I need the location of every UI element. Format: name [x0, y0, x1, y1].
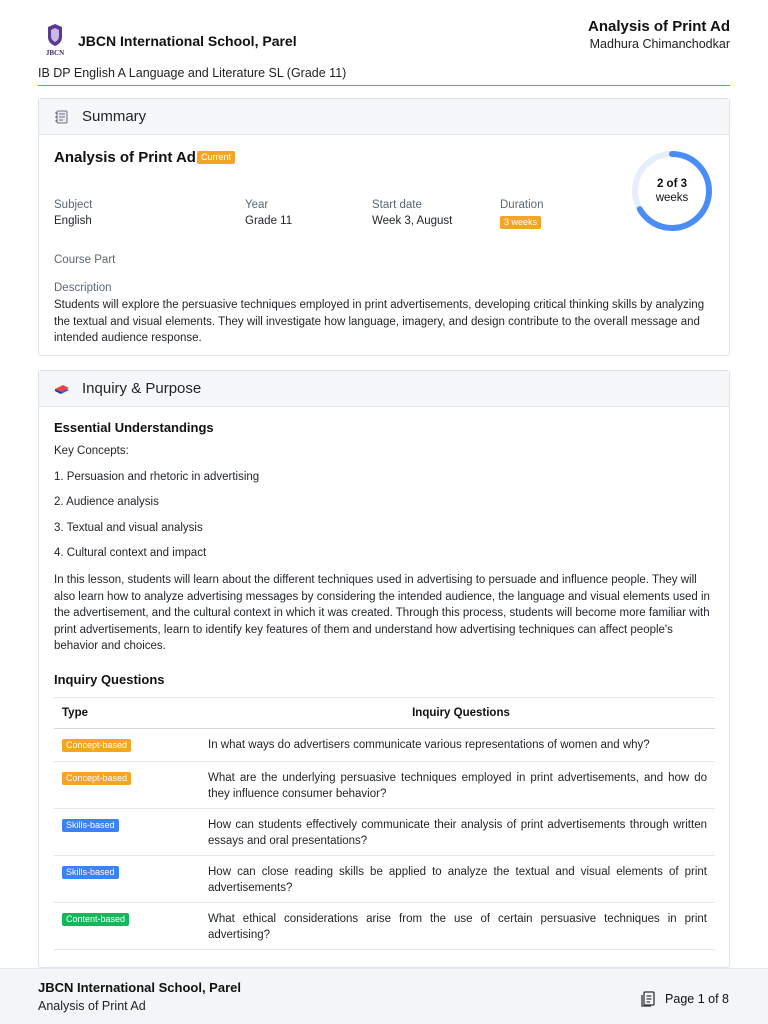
question-text: What ethical considerations arise from the use of certain persuasive techniques in print advertising? [208, 913, 707, 941]
lesson-paragraph: In this lesson, students will learn about the different techniques used in advertising to persuade and influence people. They will also learn how to analyze advertising messages by considering the intended audience, the language and visual elements used in the advertisement, and the cultural context in which it was created. Through this process, students will become more familiar with print advertisements, learn to identify key features of them and understand how advertising techniques can affect people's behavior and choices. [54, 574, 710, 652]
year-label: Year [245, 199, 269, 211]
table-row [54, 729, 715, 762]
type-badge: Skills-based [62, 819, 119, 832]
question-text: How can students effectively communicate their analysis of print advertisements through written essays and oral presentations? [208, 819, 707, 847]
document-title: Analysis of Print Ad [588, 18, 730, 35]
footer-school-name: JBCN International School, Parel [38, 980, 241, 995]
summary-card-header [39, 99, 729, 135]
type-badge: Content-based [62, 913, 129, 926]
year-value: Grade 11 [245, 215, 293, 227]
concept-item: 3. Textual and visual analysis [54, 522, 203, 534]
concept-item: 1. Persuasion and rhetoric in advertising [54, 471, 260, 483]
type-badge: Concept-based [62, 739, 131, 752]
school-logo [40, 24, 70, 56]
inquiry-card [38, 370, 730, 968]
progress-unit: weeks [655, 192, 689, 204]
description-label: Description [54, 282, 112, 294]
author-name: Madhura Chimanchodkar [589, 37, 730, 51]
concept-item: 2. Audience analysis [54, 496, 159, 508]
start-date-label: Start date [372, 199, 422, 211]
subject-label: Subject [54, 199, 93, 211]
school-name: JBCN International School, Parel [78, 33, 297, 49]
question-text: What are the underlying persuasive techniques employed in print advertisements, and how do they influence consumer behavior? [208, 772, 707, 800]
table-header-row [54, 697, 715, 729]
table-row [54, 856, 715, 903]
summary-card [38, 98, 730, 356]
books-icon [54, 381, 70, 397]
table-row [54, 809, 715, 856]
key-concepts-label: Key Concepts: [54, 445, 129, 457]
inquiry-questions-heading: Inquiry Questions [54, 672, 165, 687]
question-text: How can close reading skills be applied to analyze the textual and visual elements of print advertisements? [208, 866, 707, 894]
inquiry-card-header [39, 371, 729, 407]
duration-badge: 3 weeks [500, 216, 541, 229]
page-number: Page 1 of 8 [665, 992, 729, 1006]
progress-count: 2 of 3 [656, 178, 688, 190]
start-date-value: Week 3, August [372, 215, 453, 227]
column-header-question: Inquiry Questions [412, 707, 510, 719]
logo-text: JBCN [45, 49, 65, 56]
page-indicator [639, 990, 729, 1008]
unit-title: Analysis of Print Ad [54, 149, 196, 166]
course-part-label: Course Part [54, 254, 116, 266]
page-footer [0, 968, 768, 1024]
description-text: Students will explore the persuasive techniques employed in print advertisements, developing critical thinking skills by analyzing the textual and visual elements. They will investigate how language, imagery, and design contribute to the overall message and intended audience response. [54, 299, 705, 344]
inquiry-heading: Inquiry & Purpose [82, 380, 202, 397]
notebook-icon [54, 109, 70, 125]
header-divider [38, 85, 730, 86]
type-badge: Skills-based [62, 866, 119, 879]
type-badge: Concept-based [62, 772, 131, 785]
pages-icon [639, 990, 657, 1008]
concept-item: 4. Cultural context and impact [54, 547, 207, 559]
duration-label: Duration [500, 199, 544, 211]
essential-understandings-heading: Essential Understandings [54, 420, 214, 435]
footer-document-title: Analysis of Print Ad [38, 999, 146, 1013]
table-row [54, 762, 715, 809]
table-row [54, 903, 715, 950]
column-header-type: Type [62, 707, 88, 719]
page-header [38, 16, 730, 86]
progress-label [630, 149, 714, 233]
question-text: In what ways do advertisers communicate various representations of women and why? [208, 739, 650, 751]
summary-heading: Summary [82, 108, 147, 125]
status-badge: Current [197, 151, 235, 164]
subject-value: English [54, 215, 92, 227]
course-name: IB DP English A Language and Literature SL (Grade 11) [38, 66, 347, 80]
inquiry-questions-table [54, 697, 715, 950]
